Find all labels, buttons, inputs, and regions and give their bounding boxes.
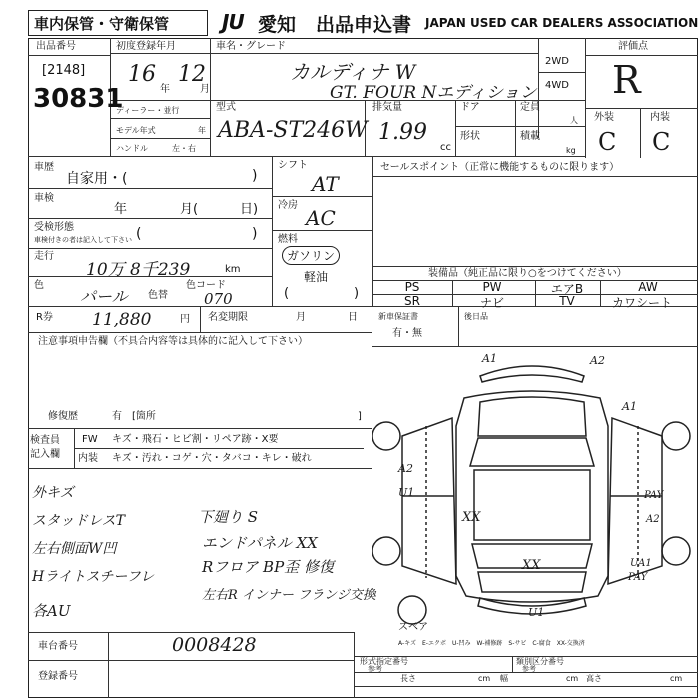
damage-mark-1: A1 (482, 352, 497, 365)
registration-month: 12 (178, 62, 206, 87)
dealer-label: ディーラー・並行 (116, 106, 180, 115)
fw-items: キズ・飛石・ヒビ割・リペア跡・X要 (112, 434, 279, 445)
history-label: 車歴 (34, 162, 54, 173)
model-year-unit: 年 (198, 126, 206, 135)
shift-value: AT (312, 172, 339, 196)
hood (478, 397, 586, 436)
color-code-label: 色コード (186, 280, 226, 291)
color-code: 070 (204, 290, 233, 308)
handle-label: ハンドル (116, 144, 148, 153)
inspection-label: 車検 (34, 193, 54, 204)
acceptance-label: 受検形態 (34, 222, 74, 233)
category-ref-sub: 参考 (522, 665, 536, 673)
damage-mark-4: A2 (398, 462, 413, 475)
frame-number-label: 車台番号 (38, 641, 78, 652)
rating-grade: R (612, 58, 641, 102)
car-name-label: 車名・グレード (216, 41, 286, 52)
org-jp: 愛知 (258, 14, 297, 36)
inspection-year: 年 (114, 202, 128, 217)
displacement-label: 排気量 (372, 102, 402, 113)
inspector-entry-label: 記入欄 (30, 449, 60, 460)
tailgate (478, 572, 586, 592)
acceptance-close: ) (252, 226, 258, 242)
interior-label: 内装 (650, 112, 670, 123)
model-value: ABA-ST246W (218, 118, 368, 143)
repair-place: [箇所 (132, 411, 156, 422)
front-right-tire (662, 422, 690, 450)
doors-label: ドア (460, 102, 480, 113)
equip-navi: ナビ (479, 296, 504, 310)
displacement-value: 1.99 (378, 120, 427, 145)
remark-1: 外キズ (32, 485, 74, 501)
category-ref-label: 類別区分番号 (516, 657, 564, 666)
year-unit: 年 (160, 84, 170, 95)
damage-mark-11: PAY (628, 572, 648, 583)
lot-label: 出品番号 (36, 41, 76, 52)
damage-mark-7: XX (522, 558, 541, 573)
ju-logo: JU (222, 10, 244, 34)
color-value: パール (80, 287, 128, 306)
inspection-month: 月( (180, 202, 199, 217)
fuel-close: ) (354, 286, 360, 301)
load-label: 積載 (520, 131, 540, 142)
interior-grade: C (652, 128, 671, 156)
displacement-unit: cc (440, 142, 451, 153)
left-side (402, 418, 456, 584)
mileage-value: 10万 8千239 (86, 260, 191, 280)
model-year-label: モデル年式 (116, 126, 156, 135)
recycle-label: R券 (36, 312, 53, 323)
shift-label: シフト (278, 160, 308, 171)
damage-mark-5: U1 (398, 486, 415, 499)
recycle-unit: 円 (180, 314, 190, 325)
exterior-label: 外装 (594, 112, 614, 123)
damage-mark-9: A2 (646, 514, 660, 525)
remark-right-1: 下廻り S (198, 508, 259, 526)
mileage-unit: km (225, 264, 241, 275)
equip-sr: SR (404, 294, 420, 308)
sales-point-label: セールスポイント（正常に機能するものに限ります） (380, 162, 620, 173)
load-unit: kg (566, 146, 576, 155)
car-name-value: カルディナ W (290, 60, 416, 84)
storage-label: 車内保管・守衛保管 (28, 10, 208, 36)
name-change-day: 日 (348, 312, 358, 323)
fuel-diesel: 軽油 (304, 270, 329, 284)
handle-value: 左・右 (172, 144, 196, 153)
spare-label: スペア (398, 622, 428, 633)
exterior-grade: C (598, 128, 617, 156)
roof (474, 470, 590, 540)
fuel-gasoline: ガソリン (282, 246, 340, 265)
length-unit: cm (478, 674, 491, 683)
ac-value: AC (306, 206, 336, 230)
damage-mark-8: PAY (644, 490, 664, 501)
remark-2: スタッドレスT (32, 513, 125, 529)
car-grade-value: GT. FOUR Nエディション (330, 83, 537, 103)
inspector-label: 検査員 (30, 435, 60, 446)
mileage-label: 走行 (34, 251, 54, 262)
frame-number-value: 0008428 (172, 634, 257, 656)
registration-number-label: 登録番号 (38, 671, 78, 682)
registration-year: 16 (128, 62, 156, 87)
month-unit: 月 (200, 84, 210, 95)
ac-label: 冷房 (278, 200, 298, 211)
width-label: 幅 (500, 674, 508, 683)
repair-close: ] (358, 411, 362, 422)
lot-number: 30831 (33, 84, 124, 114)
rear-right-tire (662, 537, 690, 565)
rear-left-tire (372, 537, 400, 565)
acceptance-note: 車検付きの者は記入して下さい (34, 236, 132, 244)
length-label: 長さ (400, 674, 416, 683)
color-label: 色 (34, 280, 44, 291)
form-title: 出品申込書 (316, 14, 412, 36)
damage-mark-10: UA1 (630, 558, 652, 569)
repair-value: 有 (112, 411, 122, 422)
front-bumper (480, 366, 584, 382)
repair-label: 修復歴 (48, 411, 78, 422)
drive-2wd: 2WD (545, 56, 569, 67)
equip-aw: AW (638, 280, 658, 294)
equip-tv: TV (559, 294, 575, 308)
equip-airbag: エアB (550, 282, 584, 296)
form-ref-label: 形式指定番号 (360, 657, 408, 666)
warranty-label: 新車保証書 (378, 312, 418, 321)
recycle-value: 11,880 (92, 310, 152, 330)
damage-mark-3: A1 (622, 400, 637, 413)
windshield (470, 438, 594, 466)
equip-pw: PW (482, 280, 502, 294)
remark-5: 各AU (32, 602, 71, 620)
capacity-unit: 人 (570, 116, 578, 125)
fuel-label: 燃料 (278, 234, 298, 245)
equip-ps: PS (404, 280, 420, 294)
width-unit: cm (566, 674, 579, 683)
model-label: 型式 (216, 102, 236, 113)
remark-3: 左右側面W凹 (32, 541, 117, 557)
remark-4: Hライトスチーフレ (32, 569, 155, 585)
fw-label: FW (82, 434, 98, 445)
inspection-day: 日) (240, 202, 259, 217)
damage-legend: A-キズ E-エクボ U-凹み W-補修跡 S-サビ C-腐食 XX-交換済 (398, 640, 585, 647)
rating-label: 評価点 (618, 41, 648, 52)
spare-tire (398, 596, 426, 624)
notes-label: 注意事項申告欄（不具合内容等は具体的に記入して下さい） (38, 336, 308, 347)
capacity-label: 定員 (520, 102, 540, 113)
registration-label: 初度登録年月 (116, 41, 176, 52)
damage-mark-2: A2 (590, 354, 605, 367)
lot-sub-number: [2148] (42, 63, 86, 78)
equipment-label: 装備品（純正品に限り○をつけてください） (428, 268, 627, 279)
name-change-label: 名変期限 (208, 312, 248, 323)
shape-label: 形状 (460, 131, 480, 142)
org-en: JAPAN USED CAR DEALERS ASSOCIATION (425, 16, 699, 30)
fuel-open: ( (284, 286, 290, 301)
interior-check-items: キズ・汚れ・コゲ・穴・タバコ・キレ・破れ (112, 453, 312, 464)
damage-mark-12: U1 (528, 606, 545, 619)
front-left-tire (372, 422, 400, 450)
form-ref-sub: 参考 (368, 665, 382, 673)
remark-right-3: Rフロア BP歪 修復 (202, 558, 334, 576)
remark-right-2: エンドパネル XX (202, 534, 318, 552)
later-items-label: 後日品 (464, 312, 488, 321)
history-close: ) (252, 168, 258, 184)
damage-mark-6: XX (462, 510, 481, 525)
drive-4wd: 4WD (545, 80, 569, 91)
warranty-value: 有・無 (392, 328, 422, 339)
history-value: 自家用・( (66, 171, 128, 187)
acceptance-open: ( (136, 226, 142, 242)
remark-right-4: 左右R インナー フランジ交換 (202, 588, 376, 603)
height-unit: cm (670, 674, 683, 683)
equip-leather: カワシート (612, 296, 673, 310)
interior-check-label: 内装 (78, 453, 98, 464)
name-change-month: 月 (296, 312, 306, 323)
color-change-label: 色替 (148, 290, 168, 301)
height-label: 高さ (586, 674, 602, 683)
